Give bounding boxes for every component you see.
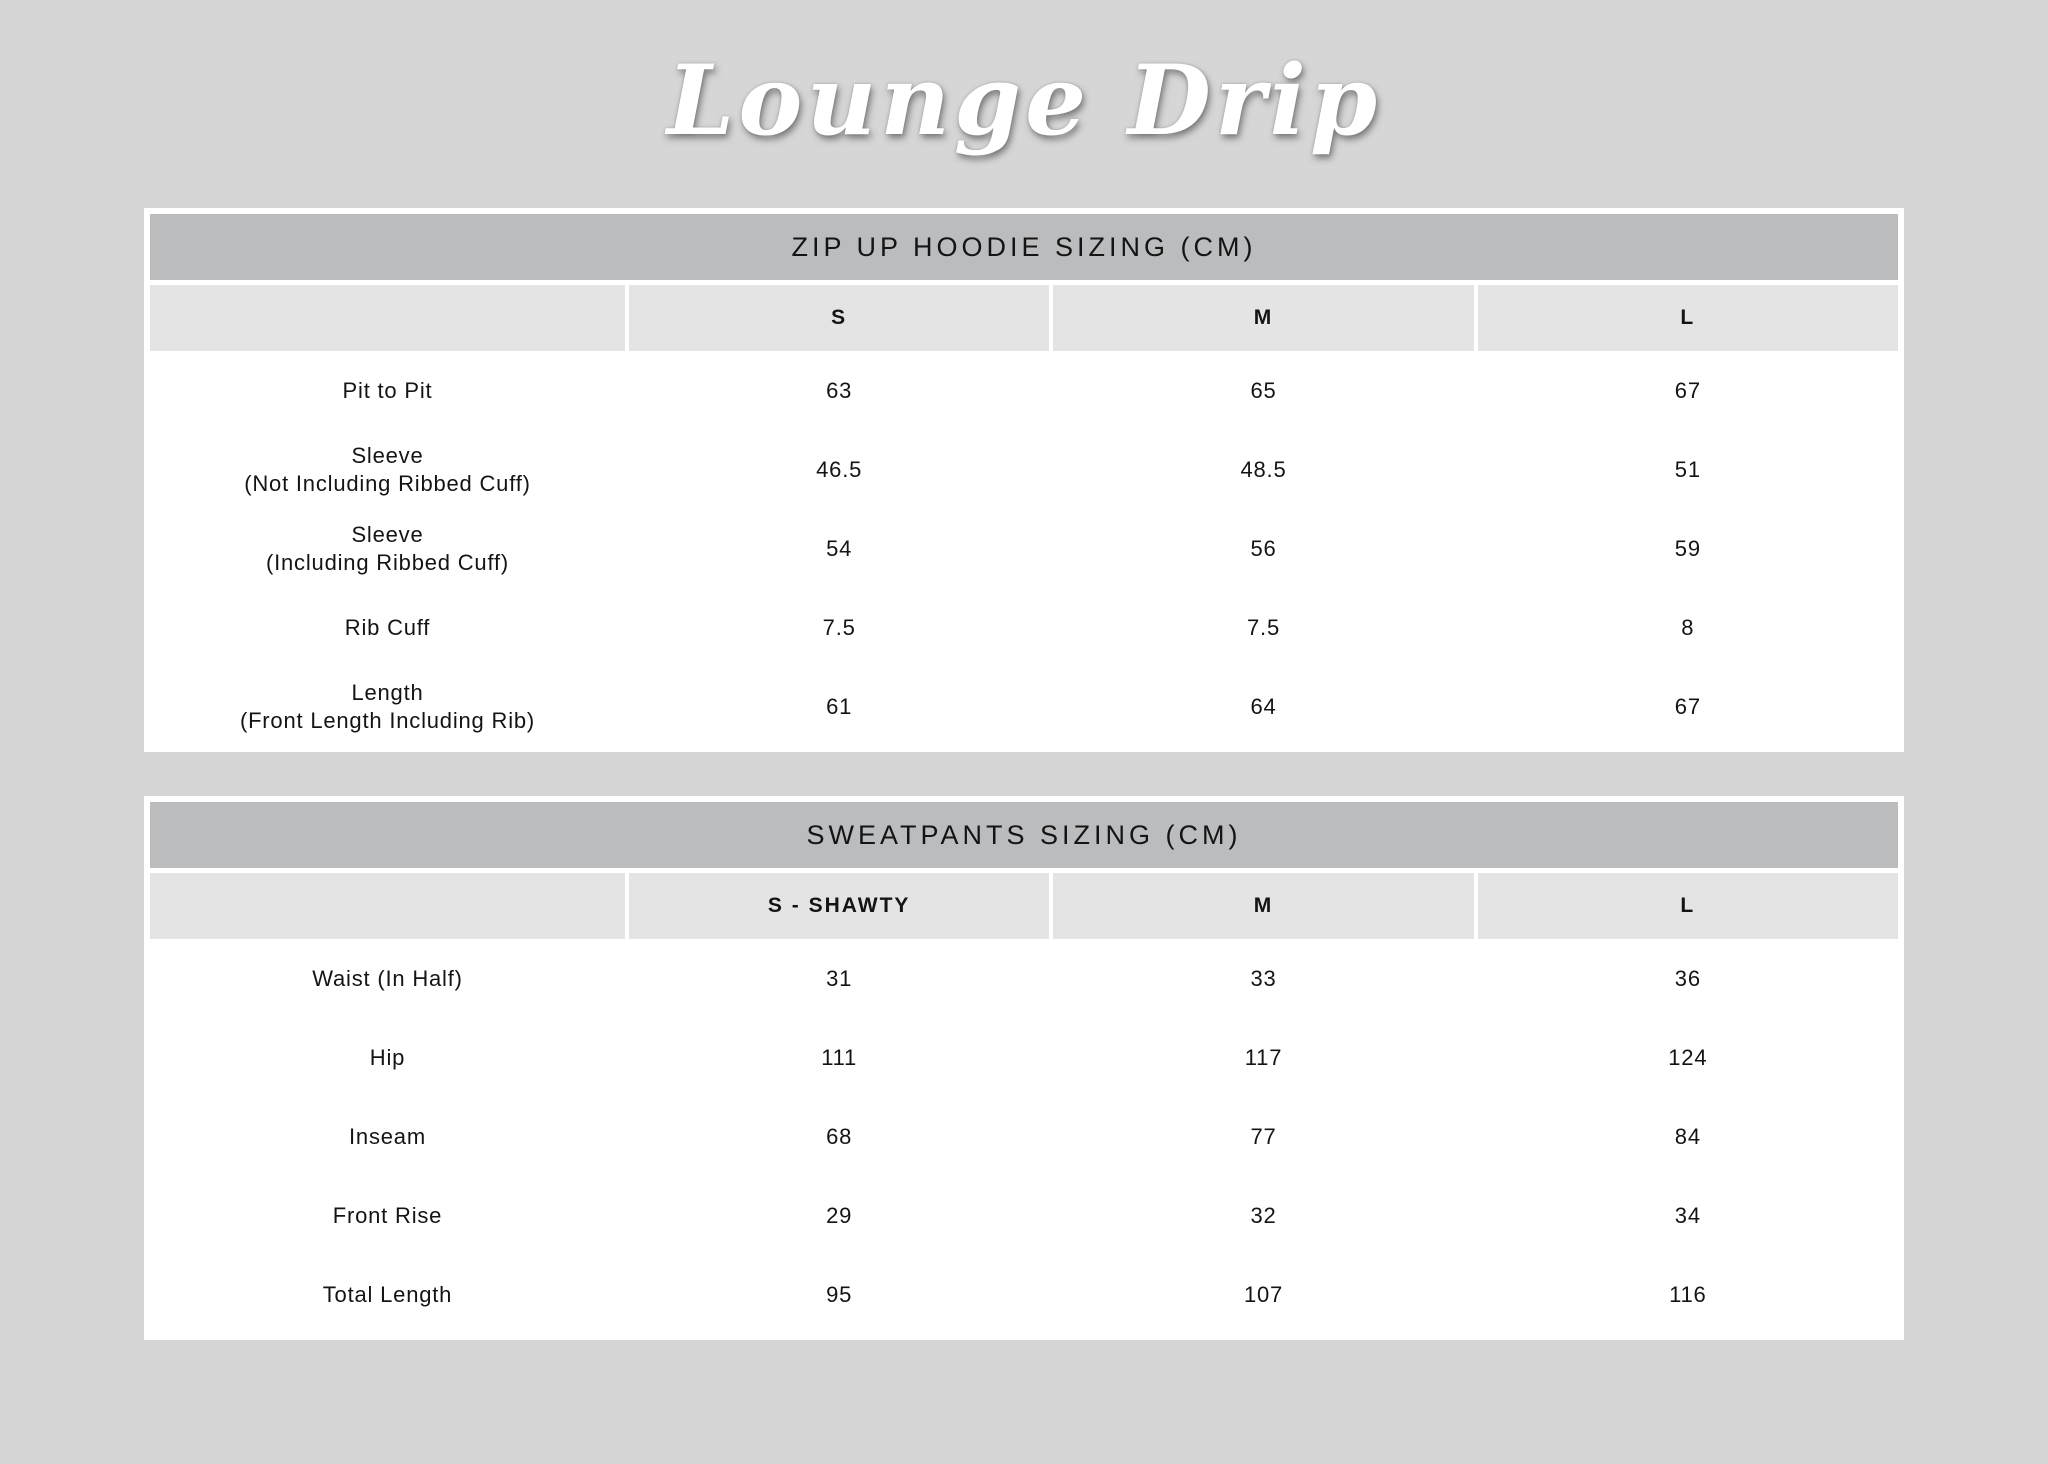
measurement-label-cell: [150, 351, 625, 430]
measurement-label: Sleeve: [351, 521, 424, 547]
measurement-value-cell: 7.5: [629, 588, 1049, 667]
measurement-label-cell: [150, 1097, 625, 1176]
measurement-label: Front Rise: [332, 1202, 443, 1228]
size-header-cell: S - SHAWTY: [629, 873, 1049, 939]
measurement-label-cell: [150, 667, 625, 746]
table-title: SWEATPANTS SIZING (CM): [150, 802, 1898, 868]
measurement-value-cell: 33: [1053, 939, 1473, 1018]
measurement-value-cell: 107: [1053, 1255, 1473, 1334]
measurement-label: Total Length: [322, 1281, 453, 1307]
size-header-cell: S: [629, 285, 1049, 351]
table-row: [150, 1255, 1898, 1334]
measurement-label: Pit to Pit: [342, 377, 433, 403]
measurement-value-cell: 54: [629, 509, 1049, 588]
measurement-value-cell: 111: [629, 1018, 1049, 1097]
measurement-sublabel: (Not Including Ribbed Cuff): [244, 470, 531, 496]
measurement-value-cell: 67: [1478, 351, 1898, 430]
size-header-empty-cell: [150, 873, 625, 939]
measurement-value-cell: 116: [1478, 1255, 1898, 1334]
hoodie-sizing-table: [144, 208, 1904, 752]
measurement-label-cell: [150, 1176, 625, 1255]
measurement-sublabel: (Front Length Including Rib): [239, 707, 536, 733]
table-row: [150, 588, 1898, 667]
measurement-value-cell: 117: [1053, 1018, 1473, 1097]
measurement-label-cell: [150, 1255, 625, 1334]
measurement-value-cell: 95: [629, 1255, 1049, 1334]
table-title: ZIP UP HOODIE SIZING (CM): [150, 214, 1898, 280]
measurement-value-cell: 36: [1478, 939, 1898, 1018]
measurement-label-cell: [150, 430, 625, 509]
measurement-value-cell: 34: [1478, 1176, 1898, 1255]
table-row: [150, 430, 1898, 509]
measurement-value-cell: 77: [1053, 1097, 1473, 1176]
measurement-label: Inseam: [349, 1123, 426, 1149]
table-row: [150, 939, 1898, 1018]
measurement-value-cell: 51: [1478, 430, 1898, 509]
measurement-value-cell: 7.5: [1053, 588, 1473, 667]
measurement-label: Sleeve: [351, 442, 424, 468]
table-row: [150, 1097, 1898, 1176]
sweatpants-sizing-table: [144, 796, 1904, 1340]
size-header-cell: M: [1053, 873, 1473, 939]
measurement-label-cell: [150, 1018, 625, 1097]
measurement-value-cell: 31: [629, 939, 1049, 1018]
measurement-label: Hip: [369, 1044, 406, 1070]
measurement-label-cell: [150, 509, 625, 588]
brand-logo: Lounge Drip: [666, 43, 1382, 157]
measurement-value-cell: 56: [1053, 509, 1473, 588]
measurement-value-cell: 63: [629, 351, 1049, 430]
size-header-cell: M: [1053, 285, 1473, 351]
measurement-label: Rib Cuff: [344, 614, 431, 640]
measurement-value-cell: 68: [629, 1097, 1049, 1176]
measurement-value-cell: 32: [1053, 1176, 1473, 1255]
table-body: [150, 939, 1898, 1334]
size-header-row: [150, 285, 1898, 351]
size-header-cell: L: [1478, 873, 1898, 939]
table-row: [150, 509, 1898, 588]
measurement-value-cell: 67: [1478, 667, 1898, 746]
table-row: [150, 667, 1898, 746]
measurement-value-cell: 61: [629, 667, 1049, 746]
table-row: [150, 1018, 1898, 1097]
measurement-value-cell: 29: [629, 1176, 1049, 1255]
table-row: [150, 1176, 1898, 1255]
measurement-label-cell: [150, 939, 625, 1018]
measurement-value-cell: 65: [1053, 351, 1473, 430]
measurement-value-cell: 8: [1478, 588, 1898, 667]
sizing-tables-container: [0, 208, 2048, 1340]
measurement-value-cell: 84: [1478, 1097, 1898, 1176]
measurement-label-cell: [150, 588, 625, 667]
measurement-label: Waist (In Half): [312, 965, 463, 991]
measurement-value-cell: 59: [1478, 509, 1898, 588]
measurement-value-cell: 124: [1478, 1018, 1898, 1097]
size-header-row: [150, 873, 1898, 939]
measurement-value-cell: 46.5: [629, 430, 1049, 509]
measurement-sublabel: (Including Ribbed Cuff): [265, 549, 509, 575]
table-row: [150, 351, 1898, 430]
table-body: [150, 351, 1898, 746]
size-header-cell: L: [1478, 285, 1898, 351]
measurement-value-cell: 48.5: [1053, 430, 1473, 509]
measurement-label: Length: [351, 679, 424, 705]
measurement-value-cell: 64: [1053, 667, 1473, 746]
size-header-empty-cell: [150, 285, 625, 351]
